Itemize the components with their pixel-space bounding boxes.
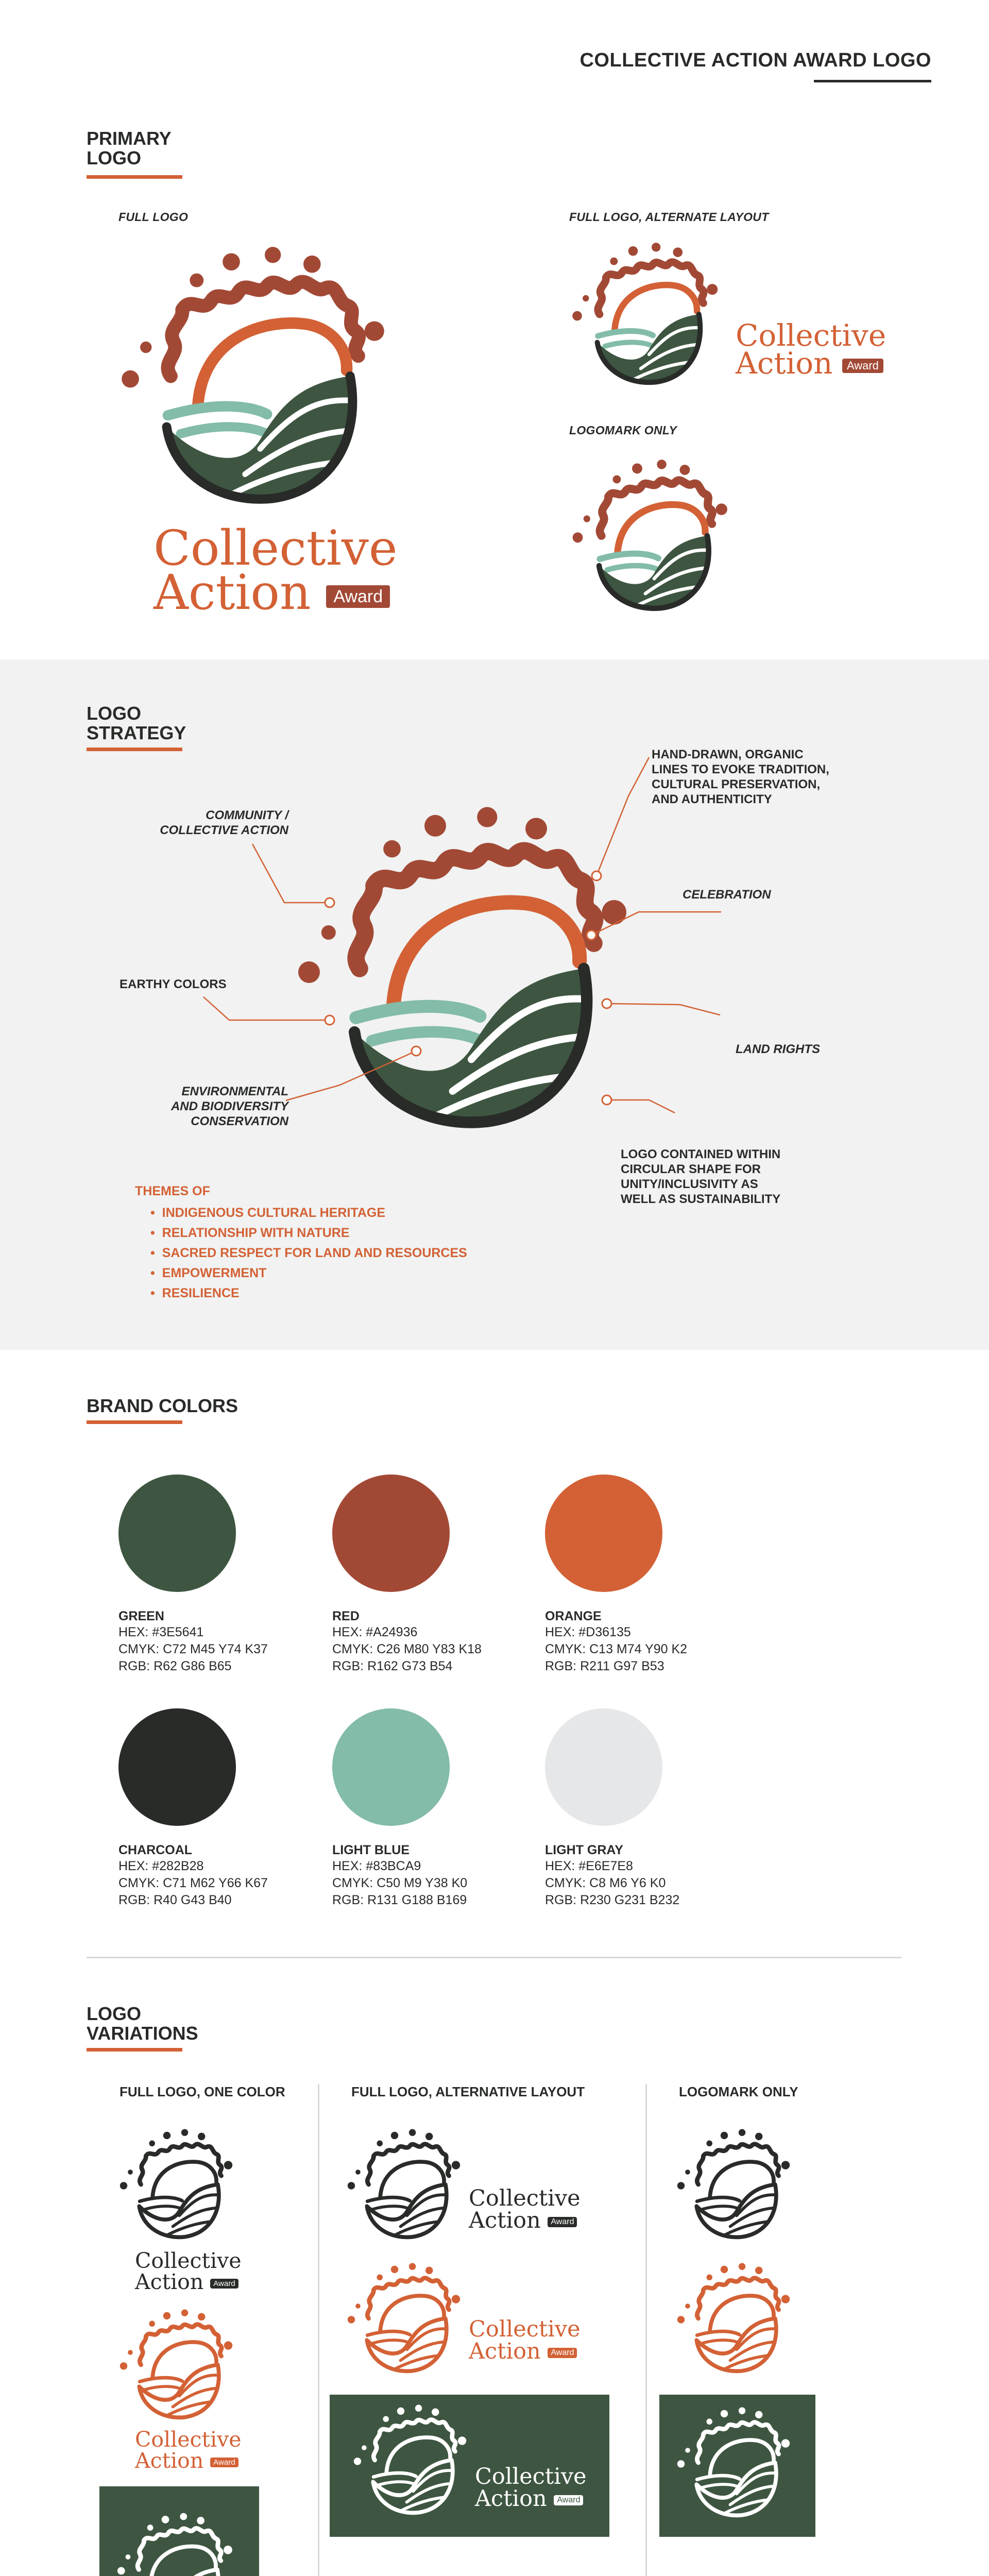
alt-logomark-orange	[345, 2257, 469, 2380]
full-logo-label: FULL LOGO	[118, 210, 189, 224]
alt-logomark-white	[351, 2398, 475, 2522]
logomark-only	[569, 451, 739, 621]
color-swatch-light-blue: LIGHT BLUE HEX: #83BCA9 CMYK: C50 M9 Y38 K0 RGB: R131 G188 B169	[332, 1708, 467, 1909]
column-divider	[645, 2084, 647, 2576]
variations-title: LOGO VARIATIONS	[87, 2003, 198, 2044]
theme-item: • RELATIONSHIP WITH NATURE	[150, 1226, 350, 1240]
swatch-circle	[545, 1708, 662, 1826]
page-title: COLLECTIVE ACTION AWARD LOGO	[579, 49, 931, 71]
col-alt-layout-heading: FULL LOGO, ALTERNATIVE LAYOUT	[351, 2084, 585, 2099]
alt-logomark-charcoal	[345, 2123, 469, 2246]
callout-environmental: ENVIRONMENTAL AND BIODIVERSITY CONSERVATION	[170, 1084, 288, 1128]
color-swatch-green: GREEN HEX: #3E5641 CMYK: C72 M45 Y74 K37 RGB: R62 G86 B65	[118, 1475, 268, 1675]
alt-layout-wordmark: Collective Action Award	[736, 318, 886, 381]
callout-land-rights: LAND RIGHTS	[736, 1042, 820, 1056]
swatch-circle	[118, 1708, 236, 1826]
primary-logomark	[116, 232, 404, 520]
logomark-orange	[117, 2303, 241, 2427]
logomark-white	[115, 2506, 241, 2576]
col-one-color-heading: FULL LOGO, ONE COLOR	[120, 2084, 285, 2099]
primary-wordmark: Collective Action Award	[154, 520, 398, 621]
brand-colors-title: BRAND COLORS	[87, 1395, 238, 1416]
strategy-title: LOGO STRATEGY	[87, 703, 186, 743]
swatch-circle	[332, 1708, 450, 1826]
title-underline	[814, 80, 931, 82]
alt-wordmark-charcoal: Collective Action Award	[469, 2185, 581, 2233]
mark-only-white	[675, 2401, 798, 2524]
alt-layout-label: FULL LOGO, ALTERNATE LAYOUT	[569, 210, 769, 224]
color-swatch-light-gray: LIGHT GRAY HEX: #E6E7E8 CMYK: C8 M6 Y6 K0 RGB: R230 G231 B232	[545, 1708, 679, 1909]
theme-item: • SACRED RESPECT FOR LAND AND RESOURCES	[150, 1246, 467, 1260]
variations-rule	[87, 2048, 182, 2052]
theme-item: • EMPOWERMENT	[150, 1266, 267, 1280]
alt-wordmark-orange: Collective Action Award	[469, 2316, 581, 2364]
swatch-circle	[118, 1475, 236, 1592]
themes-list: THEMES OF • INDIGENOUS CULTURAL HERITAGE • RELATIONSHIP WITH NATURE • SACRED RESPECT FOR LAND AND RESOURCES • EMPOWERMENT • RESILIENCE	[135, 1184, 467, 1303]
color-swatch-orange: ORANGE HEX: #D36135 CMYK: C13 M74 Y90 K2 RGB: R211 G97 B53	[545, 1475, 687, 1675]
alt-layout-logomark	[569, 234, 729, 394]
theme-item: • INDIGENOUS CULTURAL HERITAGE	[150, 1206, 385, 1220]
wordmark-charcoal: Collective Action Award	[135, 2248, 242, 2294]
primary-logo-rule	[87, 175, 182, 179]
primary-logo-title: PRIMARY LOGO	[87, 128, 172, 168]
alt-wordmark-white: Collective Action Award	[475, 2464, 587, 2512]
theme-item: • RESILIENCE	[150, 1286, 240, 1300]
section-divider	[87, 1957, 901, 1958]
color-swatch-red: RED HEX: #A24936 CMYK: C26 M80 Y83 K18 RGB: R162 G73 B54	[332, 1475, 482, 1675]
swatch-circle	[545, 1475, 662, 1592]
callout-earthy-colors: EARTHY COLORS	[120, 977, 227, 991]
color-swatch-charcoal: CHARCOAL HEX: #282B28 CMYK: C71 M62 Y66 K67 RGB: R40 G43 B40	[118, 1708, 268, 1909]
callout-hand-drawn: HAND-DRAWN, ORGANIC LINES TO EVOKE TRADITION, CULTURAL PRESERVATION, AND AUTHENTICITY	[652, 748, 829, 806]
swatch-circle	[332, 1475, 450, 1592]
column-divider	[318, 2084, 319, 2576]
wordmark-orange: Collective Action Award	[135, 2427, 242, 2473]
callout-circular-shape: LOGO CONTAINED WITHIN CIRCULAR SHAPE FOR UNITY/INCLUSIVITY AS WELL AS SUSTAINABILITY	[621, 1147, 781, 1206]
award-badge: Award	[326, 585, 390, 608]
brand-colors-rule	[87, 1420, 182, 1424]
logomark-only-label: LOGOMARK ONLY	[569, 423, 677, 437]
logomark-charcoal	[117, 2123, 241, 2246]
callout-celebration: CELEBRATION	[683, 888, 771, 902]
mark-only-orange	[675, 2257, 798, 2380]
col-logomark-heading: LOGOMARK ONLY	[679, 2084, 798, 2099]
mark-only-charcoal	[675, 2123, 798, 2246]
callout-community: COMMUNITY / COLLECTIVE ACTION	[160, 808, 288, 837]
